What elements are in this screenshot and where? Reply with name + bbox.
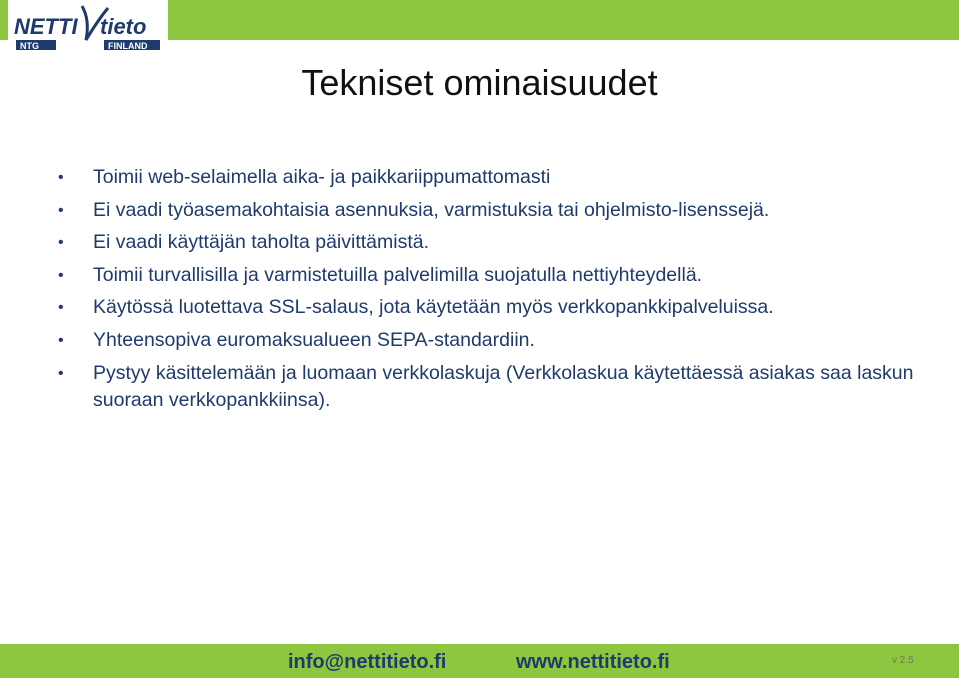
bullet-icon: • (58, 234, 64, 252)
list-item-text: Toimii turvallisilla ja varmistetuilla palvelimilla suojatulla nettiyhteydellä. (93, 263, 703, 286)
footer-email: info@nettitieto.fi (288, 651, 447, 673)
bullet-icon: • (58, 169, 64, 186)
slide-title: Tekniset ominaisuudet (301, 62, 658, 103)
svg-text:FINLAND: FINLAND (108, 41, 148, 51)
svg-text:NTG: NTG (20, 41, 39, 51)
version-label: v 2.5 (892, 655, 914, 666)
bullet-icon: • (58, 299, 64, 317)
list-item (58, 229, 918, 256)
list-item (58, 327, 918, 354)
list-item (58, 262, 918, 289)
feature-list (58, 164, 918, 419)
bullet-icon: • (58, 266, 64, 284)
list-item-text: Ei vaadi työasemakohtaisia asennuksia, varmistuksia tai ohjelmisto-lisenssejä. (93, 198, 770, 221)
list-item-text: Yhteensopiva euromaksualueen SEPA-standardiin. (93, 328, 535, 351)
list-item (58, 164, 918, 191)
list-item-text: Toimii web-selaimella aika- ja paikkariippumattomasti (93, 166, 551, 188)
list-item (58, 197, 918, 224)
footer-website: www.nettitieto.fi (516, 651, 670, 673)
bullet-icon: • (58, 364, 64, 382)
company-logo (8, 0, 168, 58)
footer-banner (0, 644, 959, 678)
svg-text:tieto: tieto (100, 14, 147, 39)
bullet-icon: • (58, 331, 64, 349)
list-item (58, 360, 918, 414)
list-item-text: Pystyy käsittelemään ja luomaan verkkolaskuja (Verkkolaskua käytettäessä asiakas saa laskun suoraan verkkopankkiinsa). (93, 361, 914, 411)
svg-text:NETTI: NETTI (14, 14, 78, 39)
bullet-icon: • (58, 201, 64, 219)
list-item (58, 294, 918, 321)
list-item-text: Käytössä luotettava SSL-salaus, jota käytetään myös verkkopankkipalveluissa. (93, 296, 774, 319)
list-item-text: Ei vaadi käyttäjän taholta päivittämistä. (93, 231, 430, 254)
